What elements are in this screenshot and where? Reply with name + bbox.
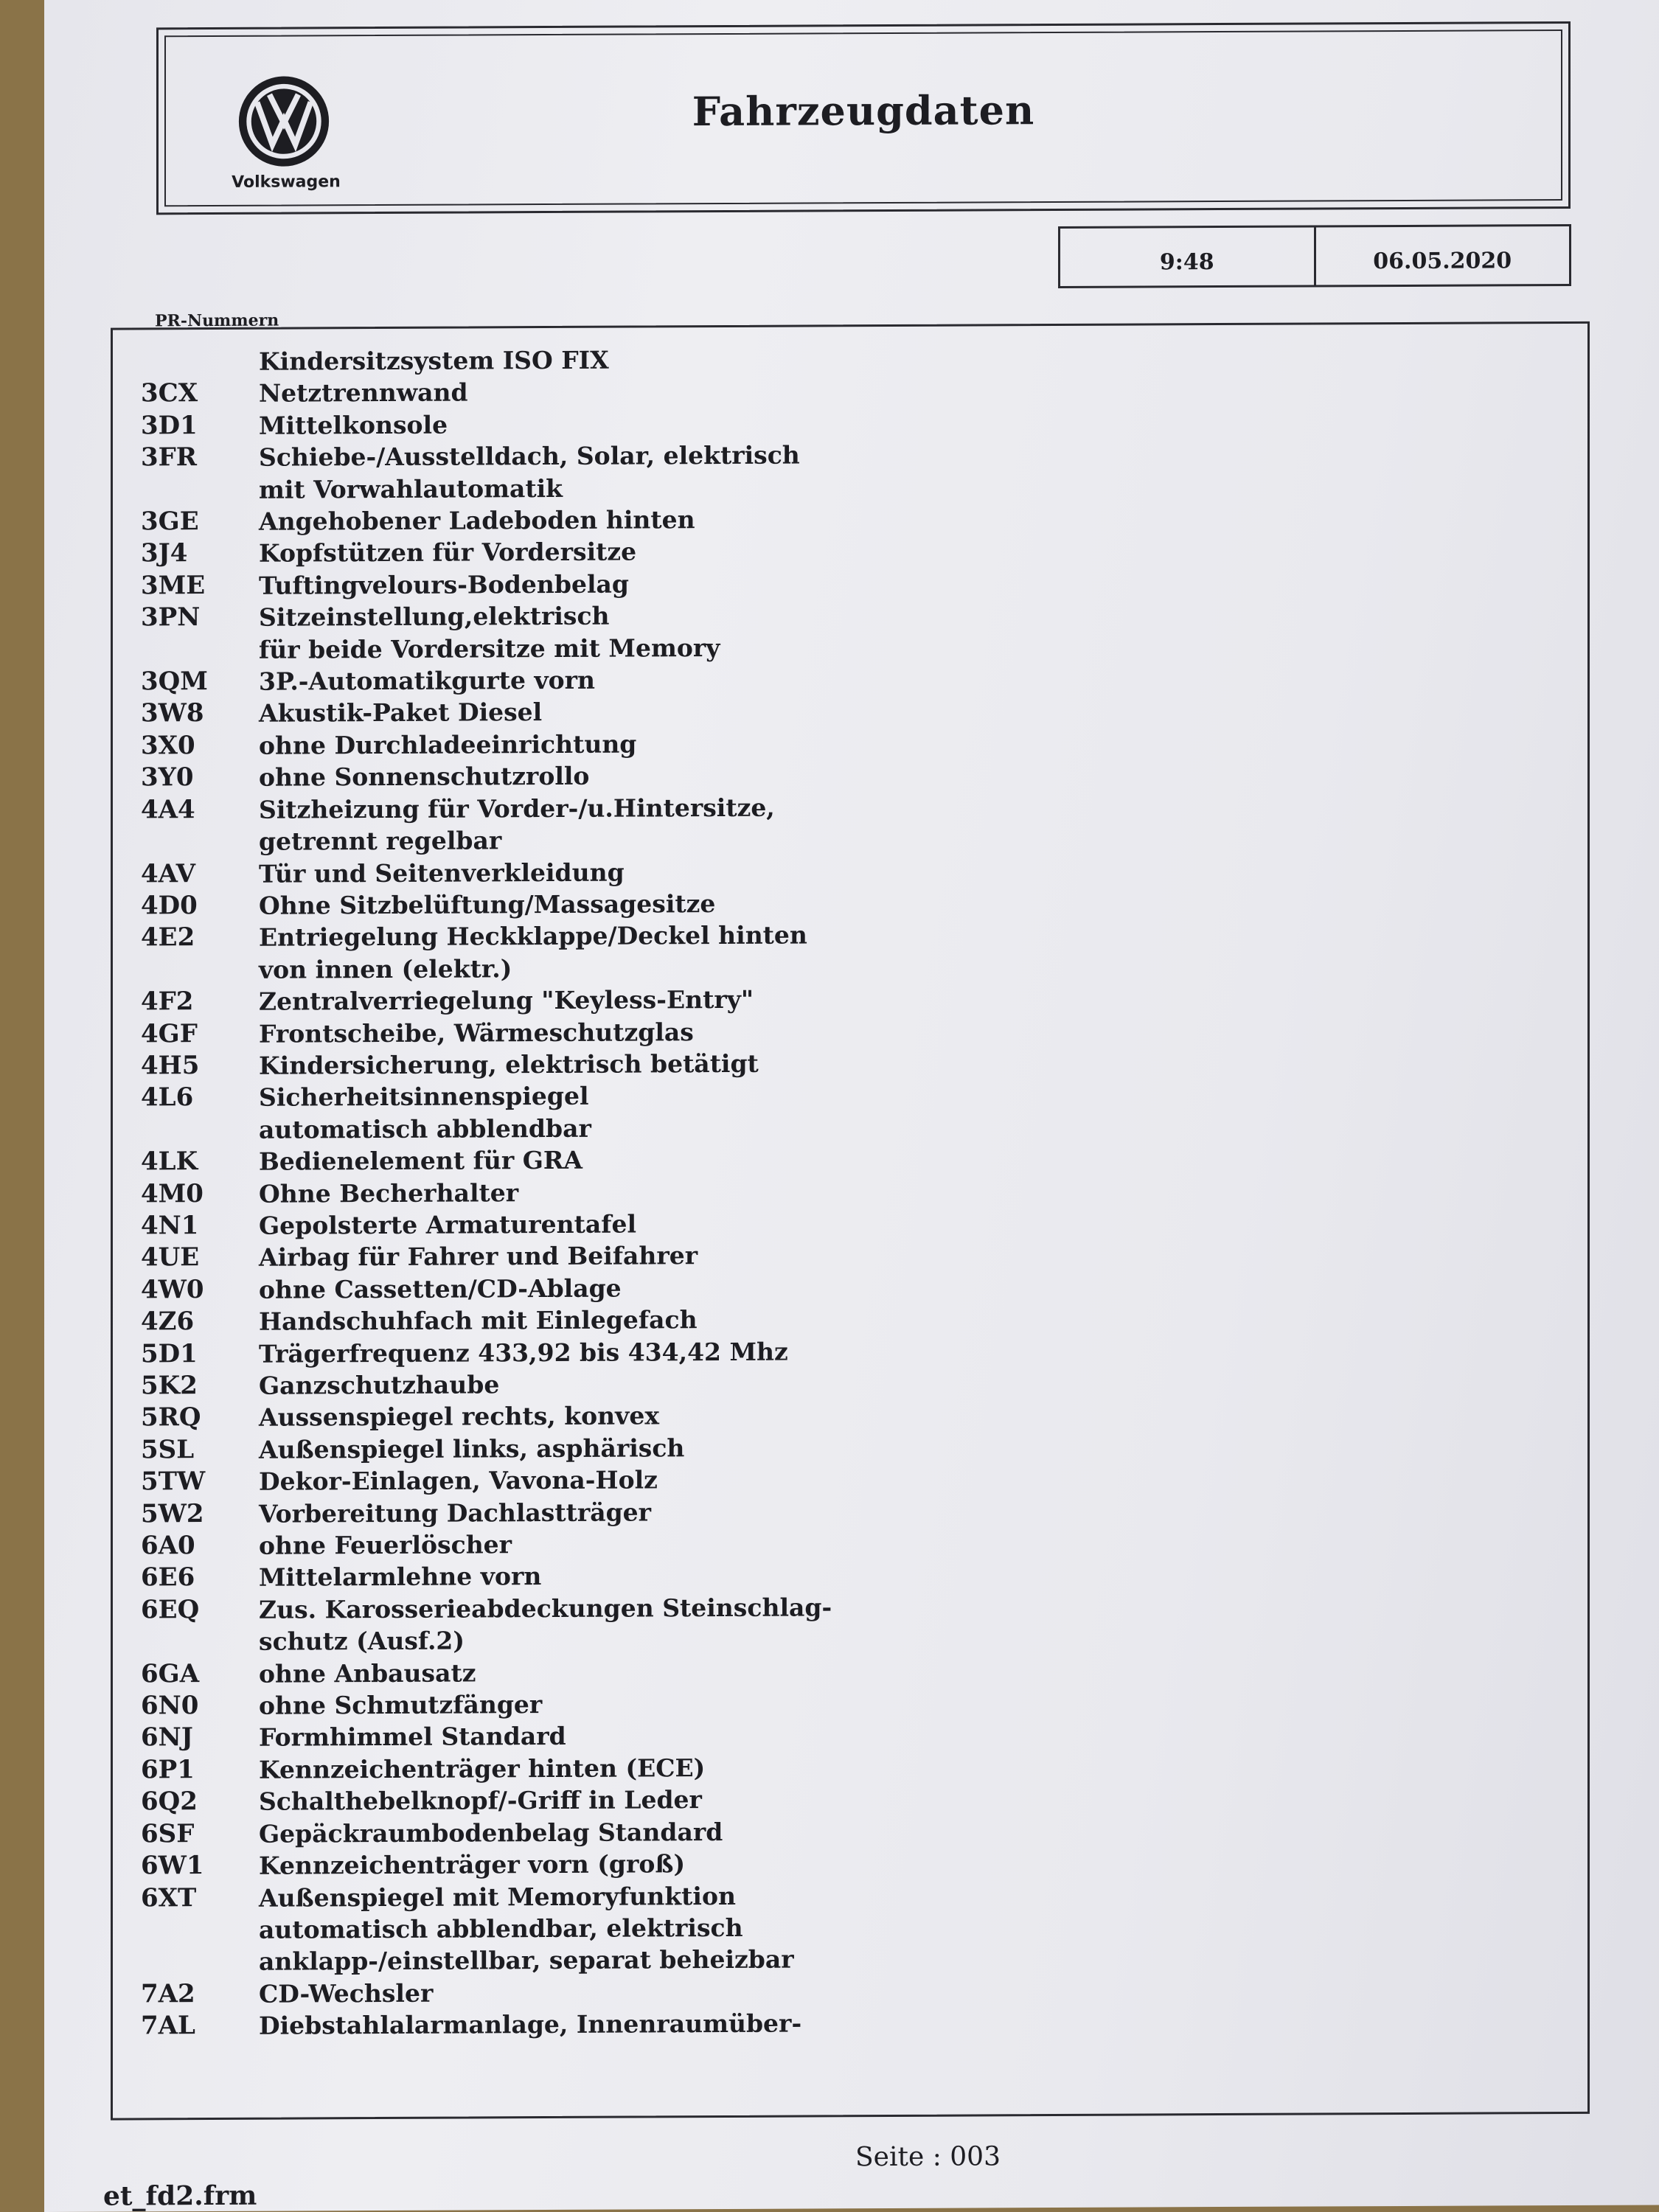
pr-code: 6A0 bbox=[141, 1531, 195, 1561]
pr-code: 4D0 bbox=[141, 890, 198, 921]
pr-description-line: mit Vorwahlautomatik bbox=[259, 473, 563, 504]
pr-description bbox=[259, 1684, 1587, 1722]
pr-code: 5SL bbox=[141, 1434, 195, 1465]
list-item bbox=[113, 596, 1587, 667]
pr-description-line: Netztrennwand bbox=[259, 378, 468, 408]
pr-code: 7AL bbox=[141, 2011, 195, 2041]
pr-description-line: für beide Vordersitze mit Memory bbox=[259, 633, 720, 664]
pr-description-line: Kindersicherung, elektrisch betätigt bbox=[259, 1048, 759, 1080]
pr-description-line: Schiebe-/Ausstelldach, Solar, elektrisch bbox=[259, 440, 800, 472]
pr-code: 3ME bbox=[141, 570, 206, 601]
time-value: 9:48 bbox=[1159, 248, 1214, 275]
pr-description bbox=[259, 1332, 1587, 1369]
pr-description-line: Trägerfrequenz 433,92 bis 434,42 Mhz bbox=[259, 1337, 788, 1368]
pr-description-line: Mittelarmlehne vorn bbox=[259, 1562, 542, 1593]
pr-code: 3FR bbox=[141, 442, 198, 473]
pr-description-line: Außenspiegel mit Memoryfunktion bbox=[259, 1881, 736, 1913]
pr-description-line: Kindersitzsystem ISO FIX bbox=[259, 345, 609, 376]
pr-description-line: automatisch abblendbar, elektrisch bbox=[259, 1913, 743, 1944]
pr-description-line: Gepäckraumbodenbelag Standard bbox=[259, 1817, 723, 1848]
pr-description-line: 3P.-Automatikgurte vorn bbox=[259, 665, 596, 696]
pr-code: 4E2 bbox=[141, 922, 195, 953]
pr-code: 6NJ bbox=[141, 1722, 193, 1753]
pr-code: 6Q2 bbox=[141, 1787, 198, 1817]
pr-code: 4L6 bbox=[141, 1082, 194, 1113]
pr-description bbox=[259, 756, 1587, 793]
pr-description bbox=[259, 1076, 1587, 1146]
pr-description bbox=[259, 1236, 1587, 1273]
pr-description bbox=[259, 436, 1587, 506]
pr-description bbox=[259, 1588, 1587, 1658]
pr-description-line: Formhimmel Standard bbox=[259, 1722, 566, 1753]
pr-description bbox=[259, 1268, 1587, 1306]
pr-description-line: Schalthebelknopf/-Griff in Leder bbox=[259, 1785, 702, 1817]
pr-code: 5W2 bbox=[141, 1498, 204, 1529]
pr-description-line: Aussenspiegel rechts, konvex bbox=[259, 1401, 660, 1433]
pr-description-line: Sicherheitsinnenspiegel bbox=[259, 1082, 589, 1113]
pr-description bbox=[259, 404, 1587, 442]
pr-description-line: Zentralverriegelung "Keyless-Entry" bbox=[259, 984, 754, 1016]
pr-code bbox=[113, 346, 259, 378]
pr-description bbox=[259, 1844, 1587, 1882]
pr-code: 6E6 bbox=[141, 1562, 195, 1593]
pr-description bbox=[259, 596, 1587, 666]
pr-description-line: Bedienelement für GRA bbox=[259, 1145, 582, 1176]
pr-description bbox=[259, 500, 1587, 538]
list-item bbox=[113, 1876, 1587, 1978]
pr-code: 3J4 bbox=[141, 538, 188, 568]
pr-code: 5RQ bbox=[141, 1402, 201, 1433]
pr-description-line: Ganzschutzhaube bbox=[259, 1370, 500, 1400]
pr-description bbox=[259, 1140, 1587, 1178]
pr-description-line: automatisch abblendbar bbox=[259, 1113, 591, 1144]
pr-code: 3CX bbox=[141, 378, 198, 408]
pr-code: 6EQ bbox=[141, 1594, 200, 1625]
pr-description bbox=[259, 340, 1587, 378]
pr-list bbox=[113, 340, 1587, 2042]
pr-description bbox=[259, 980, 1587, 1018]
pr-code: 3Y0 bbox=[141, 762, 194, 793]
pr-code: 4A4 bbox=[141, 794, 195, 825]
pr-description-line: Airbag für Fahrer und Beifahrer bbox=[259, 1241, 698, 1273]
list-item bbox=[113, 1588, 1587, 1659]
pr-code: 6GA bbox=[141, 1658, 200, 1689]
pr-code: 4H5 bbox=[141, 1051, 200, 1081]
pr-description-line: Kopfstützen für Vordersitze bbox=[259, 537, 637, 568]
pr-description-line: Dekor-Einlagen, Vavona-Holz bbox=[259, 1465, 658, 1496]
pr-description-line: Tuftingvelours-Bodenbelag bbox=[259, 569, 629, 600]
pr-description-line: Mittelkonsole bbox=[259, 410, 448, 440]
pr-description bbox=[259, 1364, 1587, 1402]
pr-code: 3PN bbox=[141, 602, 201, 633]
pr-description bbox=[259, 852, 1587, 889]
pr-description bbox=[259, 1012, 1587, 1049]
pr-description-line: ohne Anbausatz bbox=[259, 1658, 476, 1688]
pr-description bbox=[259, 1748, 1587, 1786]
pr-code: 3X0 bbox=[141, 730, 195, 761]
pr-description-line: Entriegelung Heckklappe/Deckel hinten bbox=[259, 920, 807, 953]
pr-description-line: Angehobener Ladeboden hinten bbox=[259, 505, 695, 536]
pr-description bbox=[259, 372, 1587, 409]
pr-code: 4GF bbox=[141, 1018, 198, 1048]
pr-description-line: Handschuhfach mit Einlegefach bbox=[259, 1305, 698, 1336]
pr-description-line: Frontscheibe, Wärmeschutzglas bbox=[259, 1017, 694, 1048]
pr-code: 4AV bbox=[141, 858, 195, 888]
pr-code: 4UE bbox=[141, 1242, 200, 1273]
pr-description bbox=[259, 1812, 1587, 1850]
header-box bbox=[156, 21, 1571, 215]
page-number: Seite : 003 bbox=[855, 2141, 1001, 2173]
pr-description-line: ohne Feuerlöscher bbox=[259, 1530, 512, 1560]
list-item bbox=[113, 436, 1587, 507]
pr-description bbox=[259, 1780, 1587, 1818]
pr-description bbox=[259, 1204, 1587, 1242]
pr-description bbox=[259, 1492, 1587, 1529]
pr-description bbox=[259, 916, 1587, 986]
pr-description-line: ohne Durchladeeinrichtung bbox=[259, 729, 637, 760]
pr-code: 4LK bbox=[141, 1147, 198, 1177]
section-label: PR-Nummern bbox=[155, 310, 279, 331]
pr-description bbox=[259, 724, 1587, 762]
pr-list-box bbox=[111, 321, 1590, 2121]
pr-description bbox=[259, 1044, 1587, 1082]
pr-code: 6W1 bbox=[141, 1851, 204, 1881]
pr-description bbox=[259, 1876, 1587, 1978]
pr-description bbox=[259, 1556, 1587, 1593]
pr-code: 3W8 bbox=[141, 698, 204, 728]
pr-code: 4W0 bbox=[141, 1274, 204, 1305]
document-sheet bbox=[44, 0, 1659, 2212]
list-item bbox=[113, 788, 1587, 859]
pr-description-line: Akustik-Paket Diesel bbox=[259, 698, 543, 728]
pr-code: 5D1 bbox=[141, 1338, 198, 1369]
pr-description bbox=[259, 1172, 1587, 1209]
pr-code: 6XT bbox=[141, 1882, 197, 1913]
pr-description bbox=[259, 1716, 1587, 1753]
pr-description-line: von innen (elektr.) bbox=[259, 953, 512, 984]
pr-description-line: Gepolsterte Armaturentafel bbox=[259, 1209, 636, 1240]
pr-description-line: anklapp-/einstellbar, separat beheizbar bbox=[259, 1944, 794, 1977]
pr-description-line: ohne Schmutzfänger bbox=[259, 1690, 543, 1720]
pr-code: 3QM bbox=[141, 667, 208, 697]
pr-description-line: Außenspiegel links, asphärisch bbox=[259, 1433, 685, 1464]
pr-description bbox=[259, 2004, 1587, 2042]
pr-description bbox=[259, 884, 1587, 922]
date-value: 06.05.2020 bbox=[1314, 226, 1570, 285]
pr-description-line: ohne Cassetten/CD-Ablage bbox=[259, 1273, 622, 1304]
pr-description bbox=[259, 1652, 1587, 1690]
form-name: et_fd2.frm bbox=[103, 2180, 257, 2212]
pr-code: 5TW bbox=[141, 1467, 206, 1497]
pr-description-line: Kennzeichenträger hinten (ECE) bbox=[259, 1753, 706, 1784]
pr-code: 6P1 bbox=[141, 1754, 195, 1785]
pr-code: 4Z6 bbox=[141, 1307, 195, 1337]
pr-description-line: ohne Sonnenschutzrollo bbox=[259, 762, 590, 793]
pr-code: 7A2 bbox=[141, 1978, 195, 2009]
pr-description-line: Ohne Becherhalter bbox=[259, 1178, 519, 1208]
pr-description bbox=[259, 1460, 1587, 1498]
pr-code: 4N1 bbox=[141, 1211, 199, 1241]
brand-caption: Volkswagen bbox=[232, 173, 341, 192]
pr-description-line: CD-Wechsler bbox=[259, 1978, 434, 2008]
pr-description bbox=[259, 1396, 1587, 1433]
pr-code: 4M0 bbox=[141, 1178, 204, 1208]
pr-description bbox=[259, 692, 1587, 729]
pr-description-line: Kennzeichenträger vorn (groß) bbox=[259, 1849, 686, 1880]
pr-code: 4F2 bbox=[141, 987, 194, 1017]
pr-description bbox=[259, 1524, 1587, 1562]
list-item bbox=[113, 1076, 1587, 1147]
pr-description bbox=[259, 564, 1587, 602]
pr-description-line: Tür und Seitenverkleidung bbox=[259, 858, 625, 888]
pr-description bbox=[259, 1972, 1587, 2010]
pr-code: 3GE bbox=[141, 507, 199, 537]
page-title: Fahrzeugdaten bbox=[692, 86, 1035, 136]
pr-description-line: Ohne Sitzbelüftung/Massagesitze bbox=[259, 888, 716, 920]
list-item bbox=[113, 2004, 1587, 2042]
header-inner-frame bbox=[164, 29, 1562, 206]
pr-code: 3D1 bbox=[141, 410, 198, 441]
pr-description bbox=[259, 788, 1587, 858]
pr-description-line: Vorbereitung Dachlastträger bbox=[259, 1498, 652, 1528]
pr-code: 5K2 bbox=[141, 1371, 198, 1401]
pr-description-line: Diebstahlalarmanlage, Innenraumüber- bbox=[259, 2008, 802, 2040]
pr-description bbox=[259, 1300, 1587, 1338]
pr-description-line: schutz (Ausf.2) bbox=[259, 1626, 465, 1656]
pr-description bbox=[259, 1428, 1587, 1466]
pr-code: 6N0 bbox=[141, 1691, 199, 1721]
pr-description-line: Sitzeinstellung,elektrisch bbox=[259, 601, 610, 632]
list-item bbox=[113, 916, 1587, 987]
pr-description bbox=[259, 532, 1587, 569]
pr-description-line: Sitzheizung für Vorder-/u.Hintersitze, bbox=[259, 793, 775, 824]
pr-description-line: getrennt regelbar bbox=[259, 826, 502, 856]
pr-code: 6SF bbox=[141, 1818, 195, 1849]
timestamp-box bbox=[1058, 224, 1571, 288]
pr-description bbox=[259, 660, 1587, 698]
pr-description-line: Zus. Karosserieabdeckungen Steinschlag- bbox=[259, 1593, 832, 1624]
